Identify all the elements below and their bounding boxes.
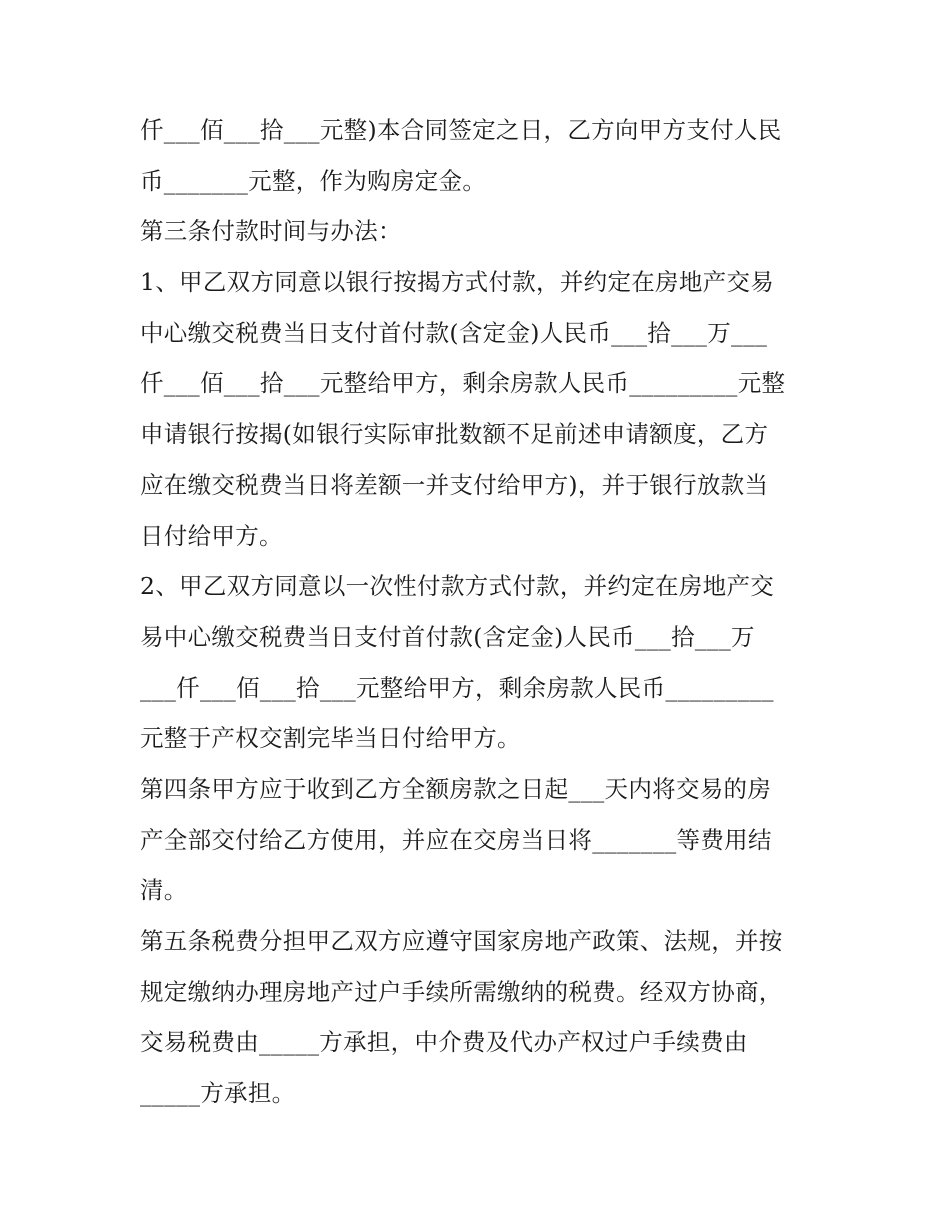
- text-line: 2、甲乙双方同意以一次性付款方式付款，并约定在房地产交: [140, 572, 775, 601]
- text-line: ___仟___佰___拾___元整给甲方，剩余房款人民币_________: [140, 673, 774, 702]
- text-line: 产全部交付给乙方使用，并应在交房当日将_______等费用结: [140, 825, 772, 854]
- text-line: 清。: [140, 876, 188, 905]
- document-body: [140, 111, 820, 1125]
- article-5-text: 第五条税费分担甲乙双方应遵守国家房地产政策、法规，并按: [140, 927, 783, 955]
- text-line: 1、甲乙双方同意以银行按揭方式付款，并约定在房地产交易: [140, 268, 775, 297]
- text-line: 交易税费由_____方承担，中介费及代办产权过户手续费由: [140, 1028, 748, 1057]
- text-line: 申请银行按揭(如银行实际审批数额不足前述申请额度，乙方: [140, 420, 769, 449]
- text-line: _____方承担。: [140, 1079, 296, 1108]
- text-line: 中心缴交税费当日支付首付款(含定金)人民币___拾___万___: [140, 318, 768, 347]
- article-4-text: 第四条甲方应于收到乙方全额房款之日起___天内将交易的房: [140, 774, 772, 803]
- text-line: 易中心缴交税费当日支付首付款(含定金)人民币___拾___万: [140, 622, 755, 651]
- text-line: 仟___佰___拾___元整给甲方，剩余房款人民币_________元整: [140, 369, 786, 398]
- text-line: 规定缴纳办理房地产过户手续所需缴纳的税费。经双方协商，: [140, 977, 783, 1006]
- text-line: 元整于产权交割完毕当日付给甲方。: [140, 724, 521, 753]
- text-line: 币_______元整，作为购房定金。: [140, 166, 487, 195]
- text-line: 日付给甲方。: [140, 521, 283, 550]
- article-3-heading: 第三条付款时间与办法：: [140, 217, 402, 246]
- text-line: 仟___佰___拾___元整)本合同签定之日，乙方向甲方支付人民: [140, 116, 782, 144]
- text-line: 应在缴交税费当日将差额一并支付给甲方)，并于银行放款当: [140, 470, 769, 499]
